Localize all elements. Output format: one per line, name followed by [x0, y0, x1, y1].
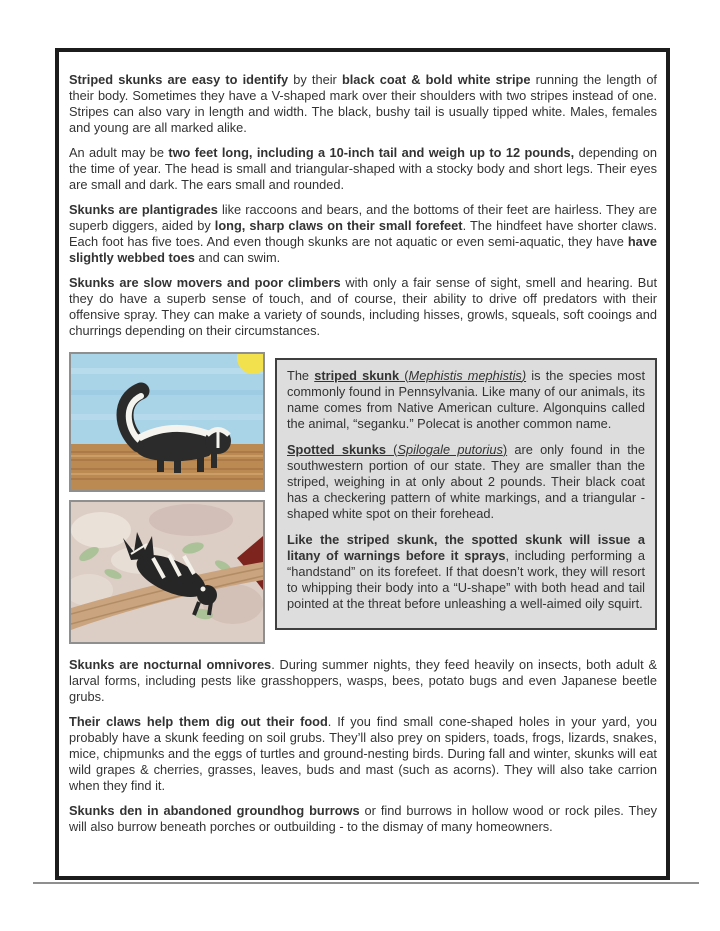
- intro-paragraph: An adult may be two feet long, including a 10-inch tail and weigh up to 12 pounds, depending on the time of year. The head is small and triangular-shaped with a stocky body and short legs. Their eyes are small and dark. The ears small and rounded.: [69, 145, 657, 192]
- page-bottom-edge: [33, 882, 699, 884]
- intro-paragraph: Skunks are plantigrades like raccoons and bears, and the bottoms of their feet are hairless. They are superb diggers, aided by long, sharp claws on their small forefeet. The hindfeet have shorter claws. Each foot has five toes. And even though skunks are not aquatic or even semi-aquatic, they have have slightly webbed toes and can swim.: [69, 202, 657, 265]
- figure-column: [69, 352, 265, 644]
- bottom-paragraph: Skunks are nocturnal omnivores. During summer nights, they feed heavily on insects, both adult & larval forms, including pests like grasshoppers, wasps, bees, potato bugs and even Japanese beetle grubs.: [69, 657, 657, 704]
- infobox-paragraph: Spotted skunks (Spilogale putorius) are only found in the southwestern portion of our state. They are smaller than the striped, weighing in at only about 2 pounds. Their black coat has a checkering pattern of white markings, and a triangular - shaped white spot on their forehead.: [287, 442, 645, 521]
- spotted-skunk-figure: [69, 500, 265, 644]
- infobox-paragraph: Like the striped skunk, the spotted skunk will issue a litany of warnings before it sprays, including performing a “handstand” on its forefeet. If that doesn’t work, they will resort to whipping their body into a “U-shape” with both head and tail pointed at the threat before unleashing a well-aimed oily squirt.: [287, 532, 645, 611]
- skunk-head: [197, 585, 217, 605]
- species-infobox: [275, 358, 657, 630]
- intro-paragraph: Skunks are slow movers and poor climbers with only a fair sense of sight, smell and hearing. But they do have a superb sense of touch, and of course, their ability to drive off predators with their offensive spray. They can make a variety of sounds, including hisses, growls, squeals, soft cooings and churrings depending on their circumstances.: [69, 275, 657, 338]
- intro-section: [69, 72, 657, 339]
- middle-section: [69, 352, 657, 644]
- bottom-paragraph: Their claws help them dig out their food. If you find small cone-shaped holes in your yard, you probably have a skunk feeding on soil grubs. They’ll also prey on spiders, toads, frogs, lizards, snakes, mice, chipmunks and the eggs of turtles and ground-nesting birds. During fall and winter, skunks will eat wild grapes & cherries, grasses, leaves, buds and mast (such as acorns). They will also take carrion when they find it.: [69, 714, 657, 793]
- page-border-frame: [55, 48, 670, 880]
- spotted-skunk-drawing: [71, 502, 263, 642]
- bottom-section: [69, 657, 657, 835]
- intro-paragraph: Striped skunks are easy to identify by their black coat & bold white stripe running the length of their body. Sometimes they have a V-shaped mark over their shoulders with two stripes instead of one. Stripes can also vary in length and width. The black, bushy tail is usually tipped white. Males, females and young are all marked alike.: [69, 72, 657, 135]
- bottom-paragraph: Skunks den in abandoned groundhog burrows or find burrows in hollow wood or rock piles. They will also burrow beneath porches or outbuilding - to the dismay of many homeowners.: [69, 803, 657, 834]
- striped-skunk-drawing: [71, 354, 263, 490]
- striped-skunk-figure: [69, 352, 265, 492]
- infobox-paragraph: The striped skunk (Mephistis mephistis) is the species most commonly found in Pennsylvania. Like many of our animals, its name comes from Native American culture. Algonquins called the animal, “seganku.” Polecat is another common name.: [287, 368, 646, 431]
